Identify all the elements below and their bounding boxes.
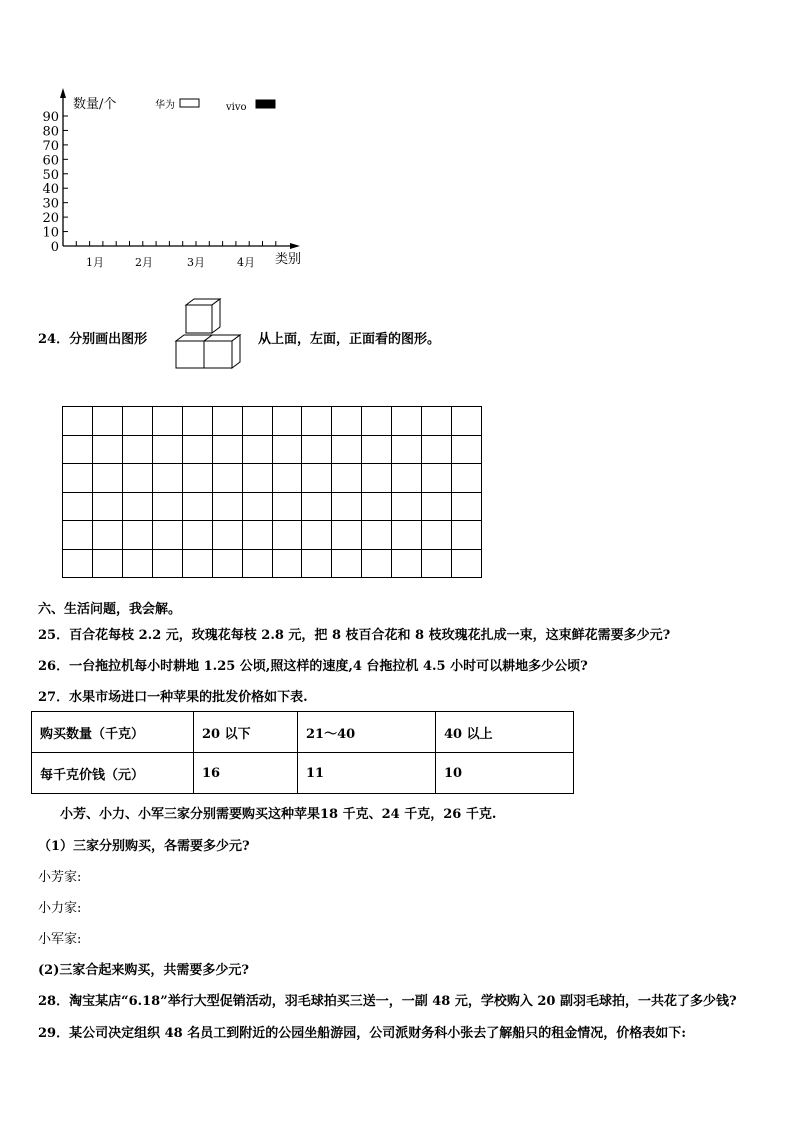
y-tick-label: 40 [42, 182, 59, 198]
grid-cell[interactable] [183, 550, 213, 579]
grid-cell[interactable] [392, 436, 422, 465]
grid-cell[interactable] [422, 464, 452, 493]
answer-label-xiaoli: 小力家: [38, 901, 82, 916]
y-tick-label: 0 [50, 240, 59, 255]
grid-cell[interactable] [243, 407, 273, 436]
grid-cell[interactable] [392, 493, 422, 522]
grid-cell[interactable] [362, 521, 392, 550]
x-tick-label: 1月 [86, 256, 104, 269]
y-tick-label: 20 [42, 211, 59, 227]
grid-cell[interactable] [123, 550, 153, 579]
grid-cell[interactable] [422, 436, 452, 465]
question-27: 27．水果市场进口一种苹果的批发价格如下表. [38, 690, 308, 705]
table-cell: 20 以下 [194, 712, 298, 753]
legend-swatch-vivo [256, 100, 275, 108]
grid-cell[interactable] [123, 521, 153, 550]
grid-cell[interactable] [332, 493, 362, 522]
question-26: 26．一台拖拉机每小时耕地 1.25 公顷,照这样的速度,4 台拖拉机 4.5 小时可以耕地多少公顷? [38, 659, 588, 674]
grid-cell[interactable] [63, 464, 93, 493]
grid-cell[interactable] [153, 464, 183, 493]
grid-cell[interactable] [362, 407, 392, 436]
grid-cell[interactable] [302, 464, 332, 493]
table-cell: 16 [194, 753, 298, 794]
table-cell: 每千克价钱（元） [32, 753, 194, 794]
grid-cell[interactable] [153, 550, 183, 579]
drawing-grid[interactable] [62, 406, 482, 578]
grid-cell[interactable] [273, 493, 303, 522]
grid-cell[interactable] [392, 407, 422, 436]
grid-cell[interactable] [183, 521, 213, 550]
grid-cell[interactable] [302, 493, 332, 522]
grid-cell[interactable] [332, 464, 362, 493]
grid-cell[interactable] [452, 407, 482, 436]
y-tick-label: 50 [42, 167, 59, 183]
grid-cell[interactable] [273, 521, 303, 550]
grid-cell[interactable] [213, 550, 243, 579]
grid-cell[interactable] [452, 550, 482, 579]
grid-cell[interactable] [213, 464, 243, 493]
y-axis-label: 数量/个 [73, 97, 117, 112]
grid-cell[interactable] [273, 407, 303, 436]
grid-cell[interactable] [302, 407, 332, 436]
table-row [32, 753, 574, 794]
question-29: 29．某公司决定组织 48 名员工到附近的公园坐船游园，公司派财务科小张去了解船只的租金情况，价格表如下: [38, 1026, 687, 1041]
y-tick-label: 70 [42, 138, 59, 154]
question-24-prefix: 24．分别画出图形 [38, 332, 148, 347]
grid-cell[interactable] [183, 436, 213, 465]
question-27-part-2: (2)三家合起来购买，共需要多少元? [38, 963, 249, 978]
grid-cell[interactable] [273, 464, 303, 493]
table-cell: 购买数量（千克） [32, 712, 194, 753]
grid-cell[interactable] [243, 436, 273, 465]
answer-label-xiaofang: 小芳家: [38, 870, 82, 885]
grid-cell[interactable] [123, 407, 153, 436]
grid-cell[interactable] [422, 521, 452, 550]
grid-cell[interactable] [213, 521, 243, 550]
legend-label-huawei: 华为 [155, 100, 175, 111]
price-table [31, 711, 574, 794]
question-28: 28．淘宝某店“6.18”举行大型促销活动，羽毛球拍买三送一，一副 48 元，学校购入 20 副羽毛球拍，一共花了多少钱? [38, 994, 737, 1009]
table-cell: 10 [436, 753, 574, 794]
y-ticks [42, 110, 68, 255]
grid-cell[interactable] [63, 407, 93, 436]
table-row [32, 712, 574, 753]
grid-cell[interactable] [422, 493, 452, 522]
grid-cell[interactable] [392, 521, 422, 550]
x-tick-labels [86, 256, 255, 269]
grid-cell[interactable] [93, 407, 123, 436]
y-axis-arrow [60, 88, 66, 98]
grid-cell[interactable] [93, 464, 123, 493]
grid-cell[interactable] [153, 407, 183, 436]
y-tick-label: 60 [42, 153, 59, 169]
y-tick-label: 80 [42, 124, 59, 140]
grid-cell[interactable] [392, 464, 422, 493]
grid-cell[interactable] [243, 464, 273, 493]
grid-cell[interactable] [183, 493, 213, 522]
table-cell: 11 [298, 753, 436, 794]
y-tick-label: 30 [42, 196, 59, 212]
grid-cell[interactable] [63, 436, 93, 465]
grid-cell[interactable] [213, 407, 243, 436]
grid-cell[interactable] [452, 436, 482, 465]
x-ticks [76, 241, 275, 246]
y-tick-label: 90 [42, 110, 59, 125]
x-tick-label: 2月 [135, 256, 153, 269]
section-heading: 六、生活问题，我会解。 [38, 602, 182, 617]
grid-cell[interactable] [302, 550, 332, 579]
grid-cell[interactable] [452, 464, 482, 493]
question-24-suffix: 从上面，左面，正面看的图形。 [258, 332, 441, 347]
grid-cell[interactable] [302, 436, 332, 465]
answer-label-xiaojun: 小军家: [38, 932, 82, 947]
grid-cell[interactable] [63, 493, 93, 522]
grid-cell[interactable] [302, 521, 332, 550]
grid-cell[interactable] [392, 550, 422, 579]
x-tick-label: 3月 [187, 256, 205, 269]
grid-cell[interactable] [93, 436, 123, 465]
grid-cell[interactable] [273, 436, 303, 465]
grid-cell[interactable] [452, 493, 482, 522]
grid-cell[interactable] [123, 436, 153, 465]
grid-cell[interactable] [362, 493, 392, 522]
x-tick-label: 4月 [237, 256, 255, 269]
grid-cell[interactable] [153, 493, 183, 522]
x-axis-label: 类别 [275, 252, 302, 267]
grid-cell[interactable] [183, 407, 213, 436]
grid-cell[interactable] [213, 436, 243, 465]
grid-cell[interactable] [153, 436, 183, 465]
grid-cell[interactable] [183, 464, 213, 493]
grid-cell[interactable] [332, 436, 362, 465]
grid-cell[interactable] [243, 521, 273, 550]
grid-cell[interactable] [123, 493, 153, 522]
question-27-description: 小芳、小力、小军三家分别需要购买这种苹果18 千克、24 千克，26 千克. [60, 807, 497, 822]
grid-cell[interactable] [123, 464, 153, 493]
grid-cell[interactable] [63, 550, 93, 579]
grid-cell[interactable] [332, 550, 362, 579]
question-25: 25．百合花每枝 2.2 元，玫瑰花每枝 2.8 元，把 8 枝百合花和 8 枝玫瑰花扎成一束，这束鲜花需要多少元? [38, 628, 671, 643]
table-cell: 40 以上 [436, 712, 574, 753]
cube-figure [172, 296, 244, 372]
grid-cell[interactable] [243, 493, 273, 522]
chart-axes [60, 88, 301, 267]
grid-cell[interactable] [63, 521, 93, 550]
legend-swatch-huawei [180, 99, 199, 107]
y-tick-label: 10 [42, 225, 59, 241]
grid-cell[interactable] [332, 521, 362, 550]
grid-cell[interactable] [362, 550, 392, 579]
grid-cell[interactable] [362, 436, 392, 465]
grid-cell[interactable] [243, 550, 273, 579]
table-cell: 21～40 [298, 712, 436, 753]
grid-cell[interactable] [452, 521, 482, 550]
grid-cell[interactable] [422, 407, 452, 436]
grid-cell[interactable] [153, 521, 183, 550]
x-axis-arrow [290, 243, 300, 249]
grid-cell[interactable] [362, 464, 392, 493]
grid-cell[interactable] [273, 550, 303, 579]
question-27-part-1: （1）三家分别购买，各需要多少元? [38, 839, 250, 854]
grid-cell[interactable] [422, 550, 452, 579]
grid-cell[interactable] [93, 550, 123, 579]
grid-cell[interactable] [213, 493, 243, 522]
bar-chart [0, 0, 794, 300]
legend-label-vivo: vivo [226, 102, 247, 113]
grid-cell[interactable] [93, 493, 123, 522]
grid-cell[interactable] [332, 407, 362, 436]
grid-cell[interactable] [93, 521, 123, 550]
